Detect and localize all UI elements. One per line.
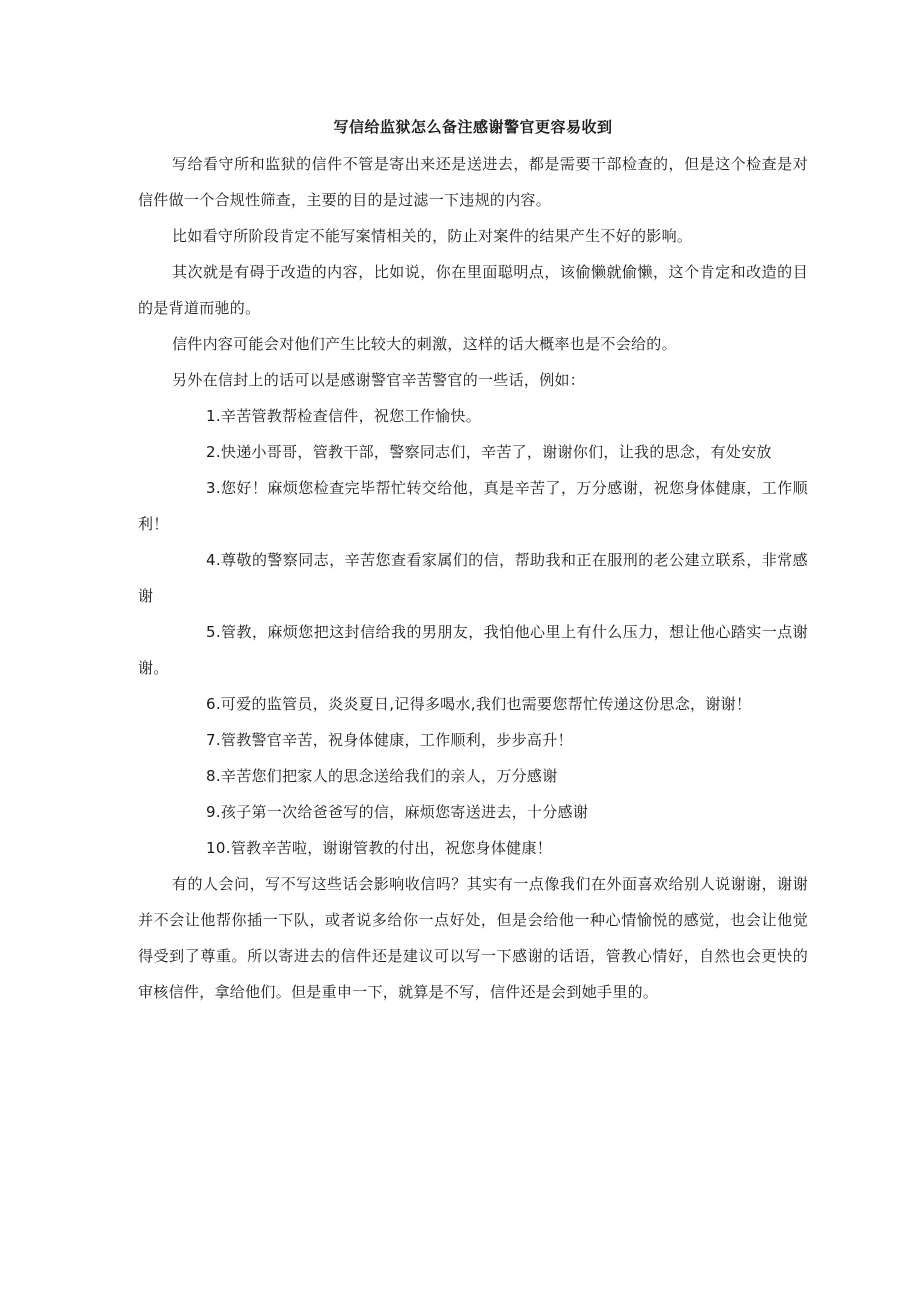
closing-paragraph: 有的人会问，写不写这些话会影响收信吗？其实有一点像我们在外面喜欢给别人说谢谢，谢谢并不会让他帮你插一下队，或者说多给你一点好处，但是会给他一种心情愉悦的感觉，也会让他觉得受到了尊重。所以寄进去的信件还是建议可以写一下感谢的话语，管教心情好，自然也会更快的审核信件，拿给他们。但是重申一下，就算是不写，信件还是会到她手里的。	[138, 875, 808, 1001]
list-item	[138, 686, 808, 722]
list-item-number: 3	[206, 479, 216, 497]
list-item-text: .管教，麻烦您把这封信给我的男朋友，我怕他心里上有什么压力，想让他心踏实一点谢谢。	[138, 623, 808, 677]
list-item	[138, 830, 808, 866]
list-item-text: .孩子第一次给爸爸写的信，麻烦您寄送进去，十分感谢	[215, 803, 589, 821]
paragraph: 其次就是有碍于改造的内容，比如说，你在里面聪明点，该偷懒就偷懒，这个肯定和改造的目的是背道而驰的。	[138, 263, 808, 317]
list-item-text: .管教辛苦啦，谢谢管教的付出，祝您身体健康！	[225, 839, 553, 857]
list-item-text: .快递小哥哥，管教干部，警察同志们，辛苦了，谢谢你们，让我的思念，有处安放	[215, 443, 772, 461]
list-item	[138, 542, 808, 614]
paragraph: 信件内容可能会对他们产生比较大的刺激，这样的话大概率也是不会给的。	[172, 335, 677, 353]
list-item-text: .尊敬的警察同志，辛苦您查看家属们的信，帮助我和正在服刑的老公建立联系，非常感谢	[138, 551, 808, 605]
list-item-number: 9	[206, 803, 216, 821]
list-item-number: 1	[206, 407, 216, 425]
list-item-number: 5	[206, 623, 216, 641]
list-item	[138, 758, 808, 794]
list-item-number: 2	[206, 443, 216, 461]
list-item-number: 10	[206, 839, 226, 857]
list-item	[138, 614, 808, 686]
list-item-text: .您好！麻烦您检查完毕帮忙转交给他，真是辛苦了，万分感谢，祝您身体健康，工作顺利！	[138, 479, 808, 533]
paragraph: 比如看守所阶段肯定不能写案情相关的，防止对案件的结果产生不好的影响。	[172, 227, 693, 245]
list-item-text: .辛苦您们把家人的思念送给我们的亲人，万分感谢	[215, 767, 558, 785]
list-item-text: .可爱的监管员，炎炎夏日,记得多喝水,我们也需要您帮忙传递这份思念，谢谢！	[215, 695, 752, 713]
list-item	[138, 722, 808, 758]
list-item	[138, 794, 808, 830]
list-item-text: .管教警官辛苦，祝身体健康，工作顺利，步步高升！	[215, 731, 573, 749]
document-title: 写信给监狱怎么备注感谢警官更容易收到	[333, 118, 613, 136]
list-item-number: 7	[206, 731, 216, 749]
paragraph: 另外在信封上的话可以是感谢警官辛苦警官的一些话，例如：	[172, 371, 586, 389]
paragraph: 写给看守所和监狱的信件不管是寄出来还是送进去，都是需要干部检查的，但是这个检查是对信件做一个合规性筛查，主要的目的是过滤一下违规的内容。	[138, 155, 808, 209]
list-item-number: 4	[206, 551, 216, 569]
list-item	[138, 470, 808, 542]
list-item-text: .辛苦管教帮检查信件，祝您工作愉快。	[215, 407, 482, 425]
list-item-number: 8	[206, 767, 216, 785]
list-item-number: 6	[206, 695, 216, 713]
list-item	[138, 434, 808, 470]
document-page	[138, 112, 808, 1010]
list-item	[138, 398, 808, 434]
